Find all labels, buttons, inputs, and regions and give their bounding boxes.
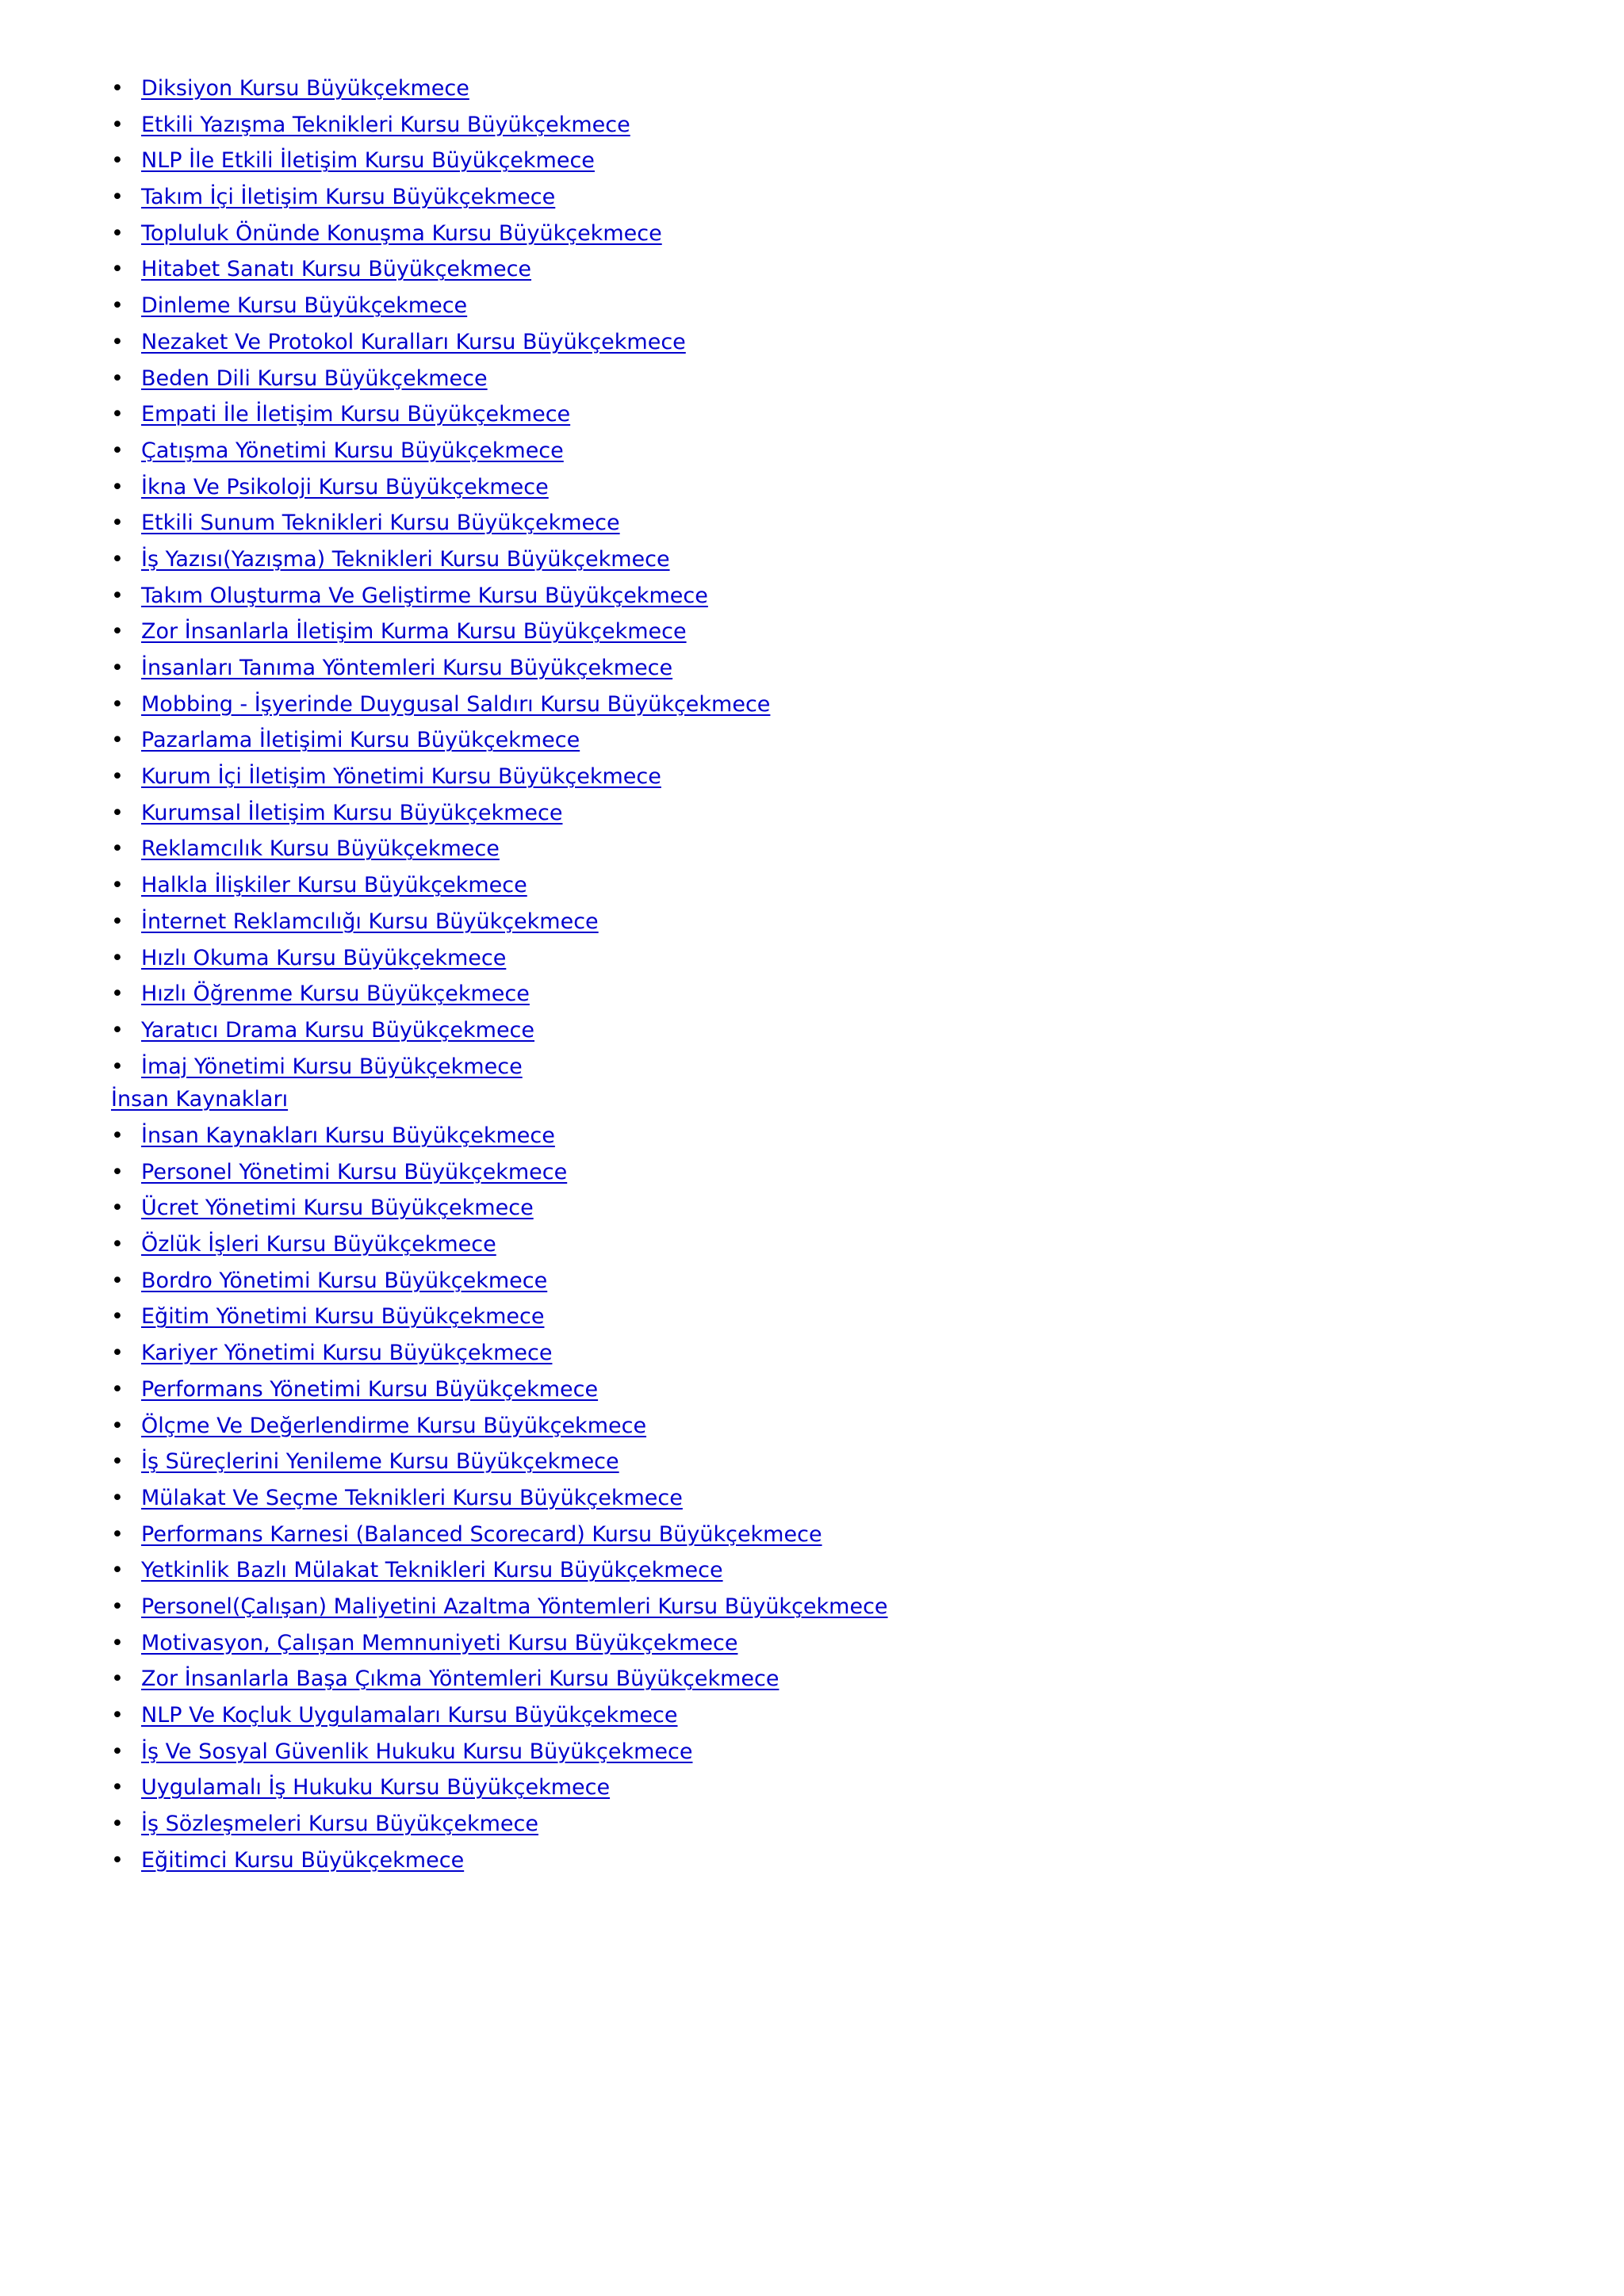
bullet-icon: • <box>111 1847 124 1873</box>
course-link[interactable]: Etkili Yazışma Teknikleri Kursu Büyükçekmece <box>141 112 630 137</box>
course-link[interactable]: Zor İnsanlarla İletişim Kurma Kursu Büyükçekmece <box>141 619 687 645</box>
course-link[interactable]: İnsan Kaynakları Kursu Büyükçekmece <box>141 1123 555 1148</box>
course-link[interactable]: Eğitimci Kursu Büyükçekmece <box>141 1847 465 1873</box>
course-link[interactable]: Takım İçi İletişim Kursu Büyükçekmece <box>141 185 556 210</box>
list-item <box>111 361 770 397</box>
bullet-icon: • <box>111 1449 124 1475</box>
bullet-icon: • <box>111 438 124 463</box>
bullet-icon: • <box>111 1703 124 1728</box>
bullet-icon: • <box>111 1341 124 1366</box>
course-link[interactable]: Personel(Çalışan) Maliyetini Azaltma Yöntemleri Kursu Büyükçekmece <box>141 1594 888 1619</box>
course-link[interactable]: Kurumsal İletişim Kursu Büyükçekmece <box>141 800 563 825</box>
bullet-icon: • <box>111 1630 124 1655</box>
course-link[interactable]: NLP İle Etkili İletişim Kursu Büyükçekmece <box>141 148 595 174</box>
course-link[interactable]: İmaj Yönetimi Kursu Büyükçekmece <box>141 1054 523 1079</box>
list-item <box>111 1012 770 1049</box>
course-link[interactable]: Ücret Yönetimi Kursu Büyükçekmece <box>141 1196 534 1221</box>
bullet-icon: • <box>111 112 124 137</box>
bullet-icon: • <box>111 365 124 391</box>
list-item <box>111 1625 888 1662</box>
list-item <box>111 831 770 867</box>
list-item <box>111 1263 888 1299</box>
bullet-icon: • <box>111 800 124 825</box>
course-link[interactable]: Empati İle İletişim Kursu Büyükçekmece <box>141 402 571 427</box>
bullet-icon: • <box>111 1376 124 1402</box>
bullet-icon: • <box>111 1521 124 1547</box>
course-link[interactable]: Nezaket Ve Protokol Kuralları Kursu Büyükçekmece <box>141 329 686 354</box>
list-item <box>111 433 770 469</box>
bullet-icon: • <box>111 1594 124 1619</box>
bullet-icon: • <box>111 1739 124 1764</box>
course-link[interactable]: Zor İnsanlarla Başa Çıkma Yöntemleri Kursu Büyükçekmece <box>141 1667 779 1692</box>
course-link[interactable]: Mülakat Ve Seçme Teknikleri Kursu Büyükçekmece <box>141 1485 683 1510</box>
list-item <box>111 1517 888 1553</box>
bullet-icon: • <box>111 909 124 934</box>
list-item <box>111 578 770 614</box>
course-link[interactable]: Pazarlama İletişimi Kursu Büyükçekmece <box>141 728 580 753</box>
bullet-icon: • <box>111 293 124 319</box>
bullet-icon: • <box>111 1304 124 1330</box>
list-item <box>111 940 770 977</box>
bullet-icon: • <box>111 402 124 427</box>
bullet-icon: • <box>111 728 124 753</box>
bullet-icon: • <box>111 1558 124 1583</box>
list-item <box>111 1734 888 1770</box>
list-item <box>111 1661 888 1697</box>
bullet-icon: • <box>111 511 124 536</box>
course-link[interactable]: Özlük İşleri Kursu Büyükçekmece <box>141 1232 496 1257</box>
bullet-icon: • <box>111 1485 124 1510</box>
course-link[interactable]: Performans Karnesi (Balanced Scorecard) Kursu Büyükçekmece <box>141 1521 822 1547</box>
list-item <box>111 288 770 324</box>
bullet-icon: • <box>111 583 124 608</box>
course-link[interactable]: Yaratıcı Drama Kursu Büyükçekmece <box>141 1017 535 1043</box>
bullet-icon: • <box>111 982 124 1007</box>
list-item <box>111 1190 888 1226</box>
list-item <box>111 1226 888 1263</box>
list-item <box>111 251 770 288</box>
list-item <box>111 1589 888 1625</box>
bullet-icon: • <box>111 1812 124 1837</box>
course-link[interactable]: Yetkinlik Bazlı Mülakat Teknikleri Kursu Büyükçekmece <box>141 1558 723 1583</box>
course-link[interactable]: İş Sözleşmeleri Kursu Büyükçekmece <box>141 1812 538 1837</box>
bullet-icon: • <box>111 1054 124 1079</box>
list-item <box>111 687 770 723</box>
list-item <box>111 143 770 179</box>
section-heading-insan-kaynaklari[interactable]: İnsan Kaynakları <box>111 1087 289 1112</box>
bullet-icon: • <box>111 1232 124 1257</box>
course-link[interactable]: İş Yazısı(Yazışma) Teknikleri Kursu Büyükçekmece <box>141 546 670 572</box>
bullet-icon: • <box>111 873 124 898</box>
course-link-list-communication <box>111 71 770 1085</box>
course-link[interactable]: İş Ve Sosyal Güvenlik Hukuku Kursu Büyükçekmece <box>141 1739 693 1764</box>
bullet-icon: • <box>111 1196 124 1221</box>
course-link[interactable]: Bordro Yönetimi Kursu Büyükçekmece <box>141 1268 548 1293</box>
course-link[interactable]: Diksiyon Kursu Büyükçekmece <box>141 76 469 101</box>
course-link[interactable]: Halkla İlişkiler Kursu Büyükçekmece <box>141 873 527 898</box>
course-link[interactable]: Dinleme Kursu Büyükçekmece <box>141 293 468 319</box>
bullet-icon: • <box>111 1017 124 1043</box>
bullet-icon: • <box>111 691 124 717</box>
course-link[interactable]: Beden Dili Kursu Büyükçekmece <box>141 365 488 391</box>
bullet-icon: • <box>111 1667 124 1692</box>
course-link[interactable]: İkna Ve Psikoloji Kursu Büyükçekmece <box>141 474 549 499</box>
course-link[interactable]: Kurum İçi İletişim Yönetimi Kursu Büyükçekmece <box>141 764 661 790</box>
list-item <box>111 1118 888 1154</box>
list-item <box>111 1770 888 1806</box>
bullet-icon: • <box>111 945 124 970</box>
list-item <box>111 904 770 940</box>
list-item <box>111 216 770 252</box>
list-item <box>111 1843 888 1879</box>
bullet-icon: • <box>111 764 124 790</box>
list-item <box>111 1299 888 1335</box>
list-item <box>111 469 770 506</box>
course-link[interactable]: İnsanları Tanıma Yöntemleri Kursu Büyükçekmece <box>141 656 673 680</box>
bullet-icon: • <box>111 1775 124 1800</box>
bullet-icon: • <box>111 474 124 499</box>
course-link[interactable]: Motivasyon, Çalışan Memnuniyeti Kursu Büyükçekmece <box>141 1630 738 1655</box>
bullet-icon: • <box>111 1159 124 1184</box>
list-item <box>111 1335 888 1372</box>
list-item <box>111 1552 888 1589</box>
list-item <box>111 1049 770 1085</box>
course-link[interactable]: Ölçme Ve Değerlendirme Kursu Büyükçekmece <box>141 1413 647 1438</box>
list-item <box>111 614 770 650</box>
list-item <box>111 396 770 433</box>
course-link[interactable]: Etkili Sunum Teknikleri Kursu Büyükçekmece <box>141 511 620 536</box>
bullet-icon: • <box>111 656 124 680</box>
list-item <box>111 650 770 687</box>
course-link[interactable]: Reklamcılık Kursu Büyükçekmece <box>141 836 500 862</box>
bullet-icon: • <box>111 619 124 645</box>
course-link[interactable]: Mobbing - İşyerinde Duygusal Saldırı Kursu Büyükçekmece <box>141 691 771 717</box>
course-link[interactable]: Topluluk Önünde Konuşma Kursu Büyükçekmece <box>141 220 662 246</box>
list-item <box>111 541 770 578</box>
course-link[interactable]: Hızlı Öğrenme Kursu Büyükçekmece <box>141 982 530 1007</box>
list-item <box>111 1408 888 1445</box>
list-item <box>111 1697 888 1734</box>
list-item <box>111 759 770 795</box>
list-item <box>111 107 770 144</box>
course-link[interactable]: Takım Oluşturma Ve Geliştirme Kursu Büyükçekmece <box>141 583 708 608</box>
bullet-icon: • <box>111 546 124 572</box>
course-link[interactable]: Eğitim Yönetimi Kursu Büyükçekmece <box>141 1304 545 1330</box>
list-item <box>111 71 770 107</box>
list-item <box>111 1444 888 1480</box>
course-link[interactable]: Uygulamalı İş Hukuku Kursu Büyükçekmece <box>141 1775 611 1800</box>
course-link[interactable]: İnternet Reklamcılığı Kursu Büyükçekmece <box>141 909 599 934</box>
bullet-icon: • <box>111 1123 124 1148</box>
bullet-icon: • <box>111 1413 124 1438</box>
course-link[interactable]: Hitabet Sanatı Kursu Büyükçekmece <box>141 257 532 282</box>
bullet-icon: • <box>111 76 124 101</box>
list-item <box>111 1372 888 1408</box>
list-item <box>111 867 770 904</box>
bullet-icon: • <box>111 257 124 282</box>
list-item <box>111 505 770 541</box>
bullet-icon: • <box>111 836 124 862</box>
bullet-icon: • <box>111 1268 124 1293</box>
list-item <box>111 795 770 832</box>
course-link[interactable]: İş Süreçlerini Yenileme Kursu Büyükçekmece <box>141 1449 619 1475</box>
list-item <box>111 1806 888 1843</box>
bullet-icon: • <box>111 185 124 210</box>
list-item <box>111 1154 888 1191</box>
bullet-icon: • <box>111 220 124 246</box>
list-item <box>111 722 770 759</box>
course-link-list-human-resources <box>111 1118 888 1878</box>
bullet-icon: • <box>111 329 124 354</box>
course-link[interactable]: Çatışma Yönetimi Kursu Büyükçekmece <box>141 438 564 463</box>
course-link[interactable]: Hızlı Okuma Kursu Büyükçekmece <box>141 945 507 970</box>
course-link[interactable]: NLP Ve Koçluk Uygulamaları Kursu Büyükçekmece <box>141 1703 678 1728</box>
course-link[interactable]: Personel Yönetimi Kursu Büyükçekmece <box>141 1159 568 1184</box>
list-item <box>111 1480 888 1517</box>
bullet-icon: • <box>111 148 124 174</box>
list-item <box>111 324 770 361</box>
course-link[interactable]: Kariyer Yönetimi Kursu Büyükçekmece <box>141 1341 553 1366</box>
list-item <box>111 976 770 1012</box>
course-link[interactable]: Performans Yönetimi Kursu Büyükçekmece <box>141 1376 599 1402</box>
list-item <box>111 179 770 216</box>
